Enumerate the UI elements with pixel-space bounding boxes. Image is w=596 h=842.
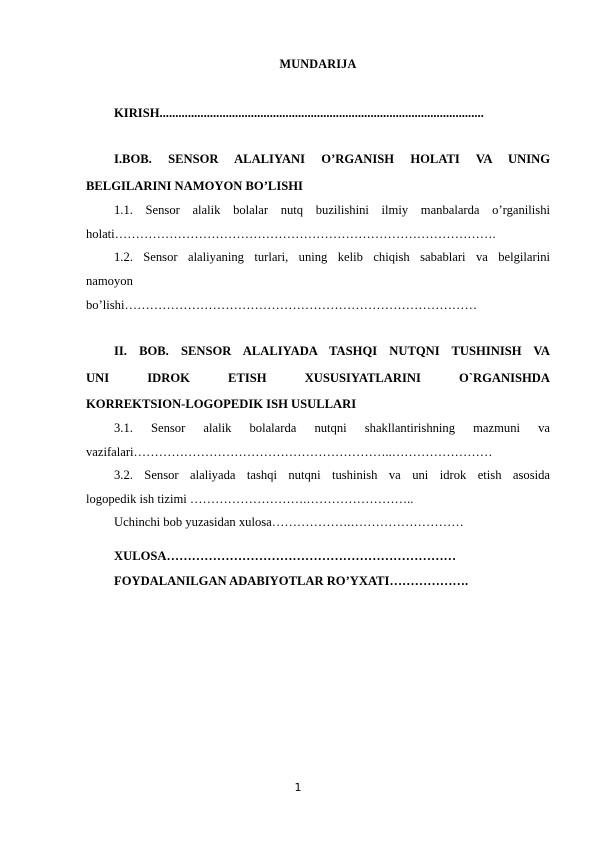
toc-section-1-2-line1: 1.2. Sensor alaliyaning turlari, uning kelib chiqish sabablari va belgilarini	[114, 250, 550, 264]
toc-section-3-1-line2: vazifalari……………………………………………………..……………………	[86, 445, 493, 459]
toc-chapter-summary: Uchinchi bob yuzasidan xulosa……………….………………………	[114, 515, 464, 529]
toc-chapter1-line2: BELGILARINI NAMOYON BO’LISHI	[86, 179, 303, 193]
toc-section-1-2-line2: namoyon	[86, 274, 133, 288]
toc-intro: KIRISH.......................................................................................................	[114, 106, 484, 120]
toc-section-1-2-line3: bo’lishi…………………………………………………………………………	[86, 298, 478, 312]
toc-section-3-2-line1: 3.2. Sensor alaliyada tashqi nutqni tushinish va uni idrok etish asosida	[114, 468, 550, 482]
page-title: MUNDARIJA	[279, 57, 357, 71]
toc-section-3-1-line1: 3.1. Sensor alalik bolalarda nutqni shakllantirishning mazmuni va	[114, 421, 550, 435]
page-number: 1	[294, 781, 302, 794]
toc-section-1-1-line1: 1.1. Sensor alalik bolalar nutq buzilishini ilmiy manbalarda o’rganilishi	[114, 203, 550, 217]
toc-chapter2-line2: UNI IDROK ETISH XUSUSIYATLARINI O`RGANISHDA	[86, 371, 550, 385]
toc-section-3-2-line2: logopedik ish tizimi ……………………….……………………..	[86, 492, 414, 506]
toc-chapter2-line3: KORREKTSION-LOGOPEDIK ISH USULLARI	[86, 397, 357, 411]
toc-references: FOYDALANILGAN ADABIYOTLAR RO’YXATI……………….	[114, 574, 469, 588]
toc-section-1-1-line2: holati……………………………………………………………………………….	[86, 227, 496, 241]
toc-conclusion: XULOSA……………………………………………………………	[114, 549, 457, 563]
toc-chapter2-line1: II. BOB. SENSOR ALALIYADA TASHQI NUTQNI TUSHINISH VA	[114, 344, 550, 358]
toc-chapter1-line1: I.BOB. SENSOR ALALIYANI O’RGANISH HOLATI VA UNING	[114, 152, 550, 166]
